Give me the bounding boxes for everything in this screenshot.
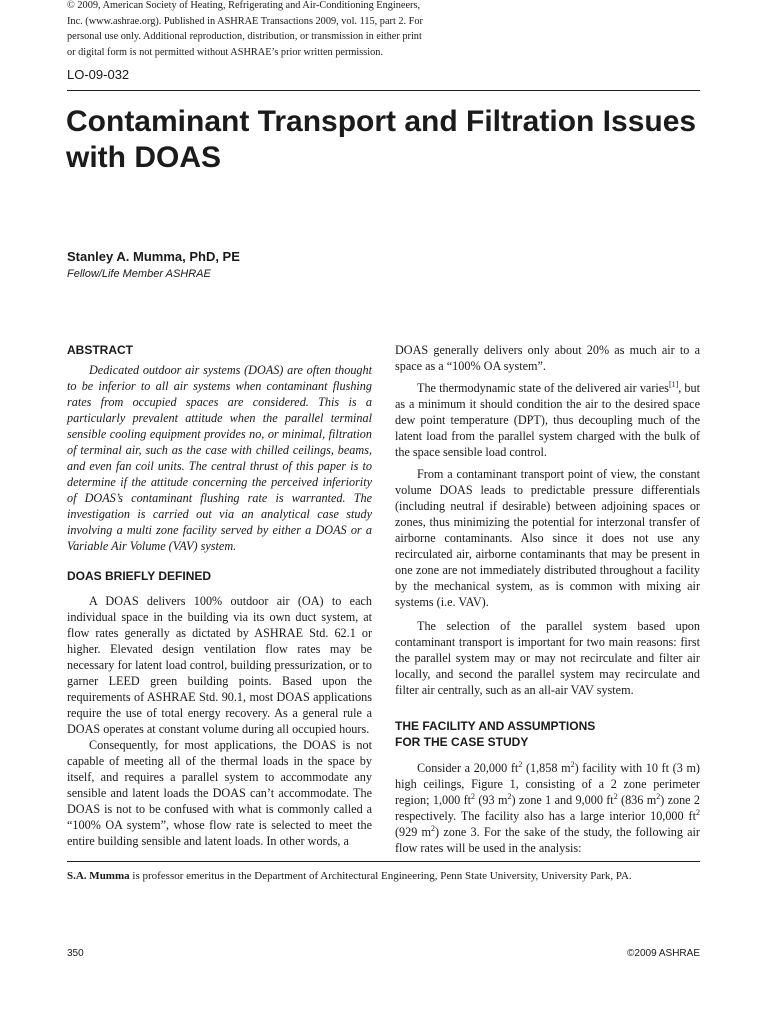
copyright-line: © 2009, American Society of Heating, Refrigerating and Air-Conditioning Engineers, — [67, 0, 421, 11]
document-id: LO-09-032 — [67, 67, 130, 82]
paper-title — [66, 104, 706, 176]
footnote-text: is professor emeritus in the Department of Architectural Engineering, Penn State University, University Park, PA. — [129, 870, 632, 882]
copyright-notice — [67, 0, 447, 60]
body-paragraph: Consequently, for most applications, the DOAS is not capable of meeting all of the thermal loads in the space by itself, and requires a parallel system to accommodate any sensible and latent loads the DOAS can’t accommodate. The DOAS is not to be confused with what is commonly called a “100% OA system”, whose flow rate is selected to meet the entire building sensible and latent loads. In other words, a — [67, 738, 372, 848]
header-divider — [67, 90, 700, 91]
title-line: Contaminant Transport and Filtration Issues — [66, 105, 697, 138]
citation-ref: [1] — [668, 379, 679, 389]
copyright-line: Inc. (www.ashrae.org). Published in ASHRAE Transactions 2009, vol. 115, part 2. For — [67, 15, 423, 27]
footer-copyright: ©2009 ASHRAE — [627, 948, 700, 959]
author-footnote — [67, 869, 632, 883]
body-paragraph: From a contaminant transport point of view, the constant volume DOAS leads to predictable pressure differentials (including neutral if desirable) between adjoining spaces or zones, thus minimizing the potential for interzonal transfer of airborne contaminants. Also since it does not use any recirculated air, airborne contaminants that may be present in one zone are not immediately distributed throughout a facility by the mechanical system, as is common with mixing air systems (i.e. VAV). — [395, 467, 700, 609]
copyright-line: personal use only. Additional reproduction, distribution, or transmission in either print — [67, 31, 422, 42]
abstract-heading: ABSTRACT — [67, 343, 133, 357]
title-line: with DOAS — [66, 141, 221, 174]
section-heading-doas-defined: DOAS BRIEFLY DEFINED — [67, 569, 212, 583]
copyright-line: or digital form is not permitted without ASHRAE’s prior written permission. — [67, 46, 384, 58]
body-paragraph: The selection of the parallel system based upon contaminant transport is important for two main reasons: first the parallel system may or may not recirculate and filter air locally, and second the parallel system may recirculate and filter air centrally, such as an all-air VAV system. — [395, 619, 700, 697]
body-paragraph: DOAS generally delivers only about 20% as much air to a space as a “100% OA system”. — [395, 343, 700, 373]
body-paragraph: Consider a 20,000 $ft^2$ (1,858 $m^2$) facility with 10 ft (3 m) high ceilings, Figure 1, consisting of a 2 zone perimeter region; 1,000 $ft^2$ (93 $m^2$) zone 1 and 9,000 $ft^2$ (836 $m^2$) zone 2 respectively. The facility also has a large interior 10,000 $ft^2$ (929 $m^2$) zone 3. For the sake of the study, the following air flow rates will be used in the analysis: — [395, 759, 700, 855]
abstract-text: Dedicated outdoor air systems (DOAS) are often thought to be inferior to all air systems when contaminant flushing rates from occupied spaces are considered. This is a particularly prevalent attitude when the parallel terminal sensible cooling equipment provides no, or minimal, filtration of terminal air, such as the case with chilled ceilings, beams, and even fan coil units. The central thrust of this paper is to determine if the attitude concerning the perceived inferiority of DOAS’s contaminant flushing rate is warranted. The investigation is carried out via an analytical case study involving a multi zone facility served by either a DOAS or a Variable Air Volume (VAV) system. — [67, 363, 372, 553]
section-heading-facility: THE FACILITY AND ASSUMPTIONS FOR THE CASE STUDY — [395, 719, 596, 749]
footnote-author: S.A. Mumma — [67, 870, 130, 882]
body-paragraph: A DOAS delivers 100% outdoor air (OA) to each individual space in the building via its own duct system, at flow rates generally as dictated by ASHRAE Std. 62.1 or higher. Elevated design ventilation flow rates may be necessary for latent load control, building pressurization, or to garner LEED green building points. Based upon the requirements of ASHRAE Std. 90.1, most DOAS applications require the use of total energy recovery. As a general rule a DOAS operates at constant volume during all occupied hours. — [67, 594, 372, 736]
body-paragraph: The thermodynamic state of the delivered air varies[1], but as a minimum it should condition the air to the desired space dew point temperature (DPT), thus decoupling much of the latent load from the parallel system charged with the bulk of the space sensible load control. — [395, 379, 701, 459]
page-number: 350 — [67, 948, 84, 959]
left-column — [67, 342, 372, 849]
footnote-divider — [67, 861, 700, 862]
author-affiliation: Fellow/Life Member ASHRAE — [67, 268, 211, 280]
right-column — [395, 342, 700, 856]
author-name: Stanley A. Mumma, PhD, PE — [67, 249, 240, 264]
